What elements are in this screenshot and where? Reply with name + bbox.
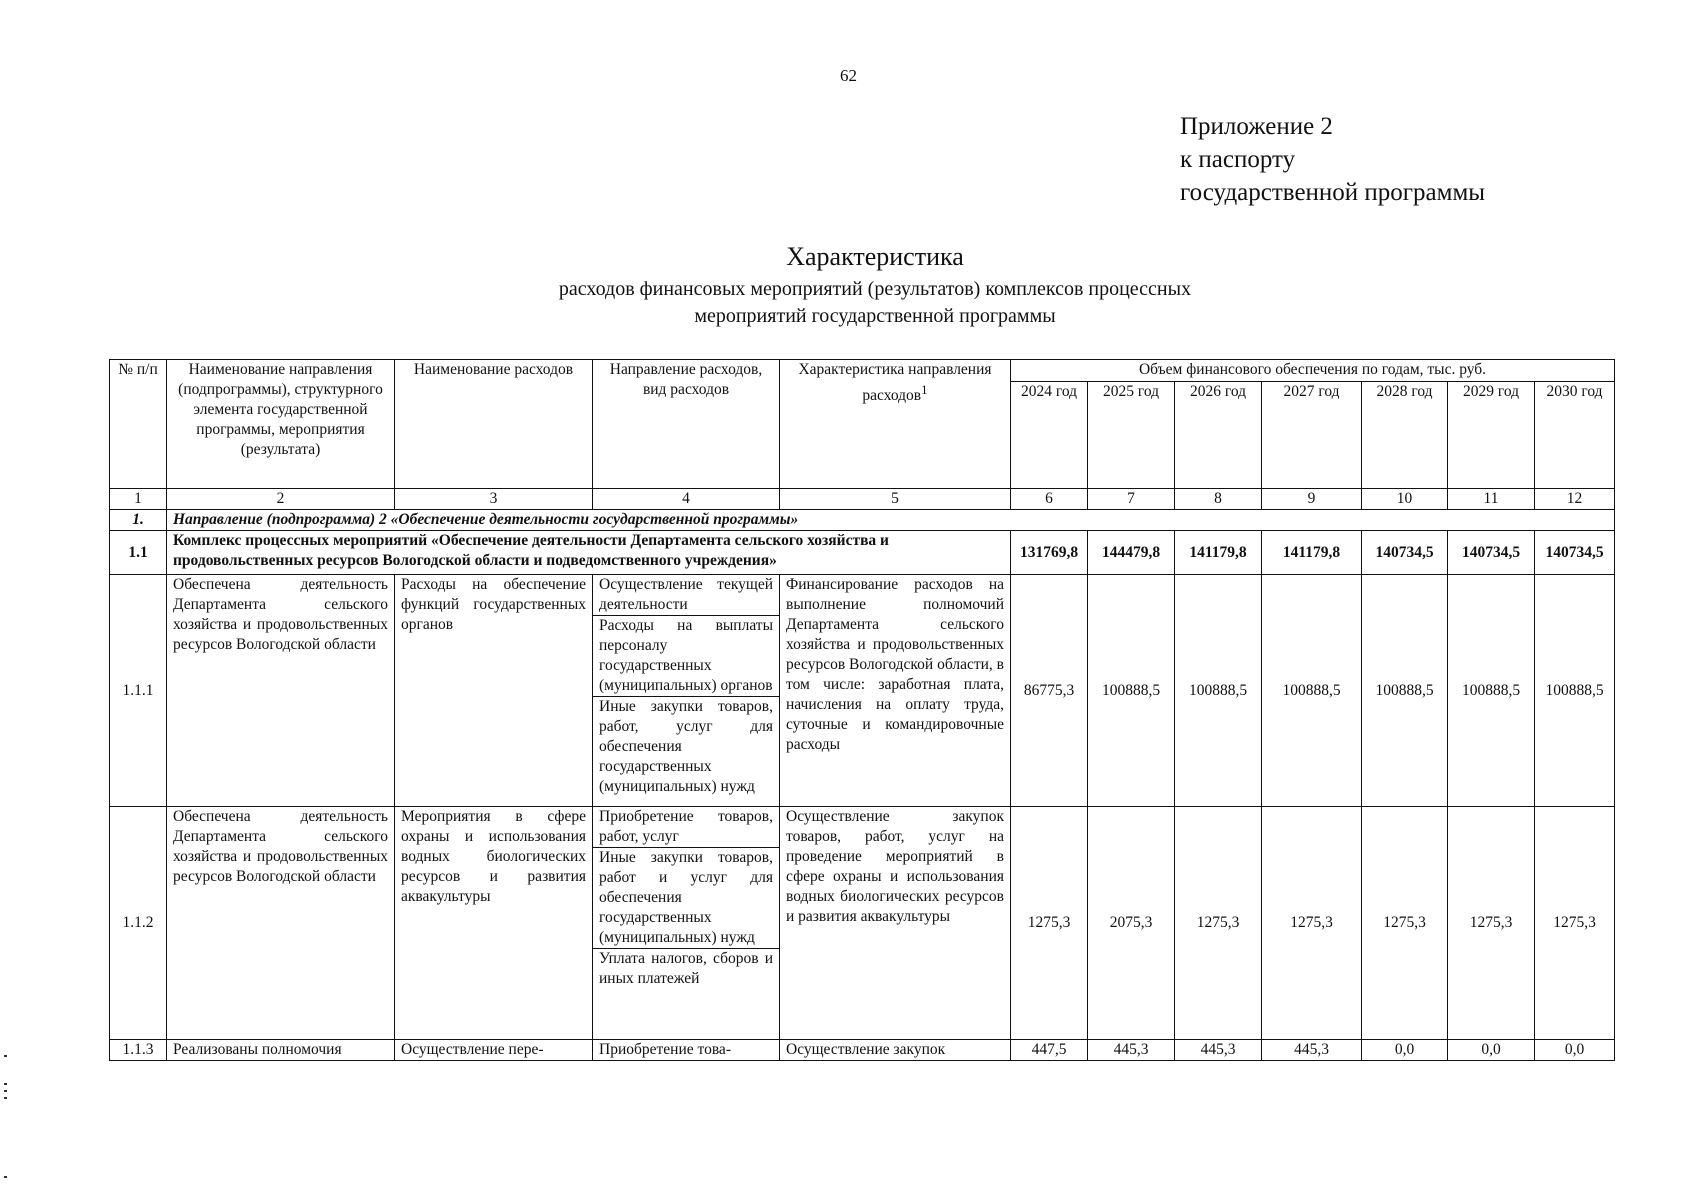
column-number: 3 — [395, 489, 593, 510]
header-characteristic — [780, 360, 1011, 489]
complex-value: 144479,8 — [1088, 531, 1175, 575]
row-value: 2075,3 — [1088, 807, 1175, 1040]
row-characteristic: Осуществление закупок товаров, работ, услуг на проведение мероприятий в сфере охраны и использования водных биологических ресурсов и развития аквакультуры — [780, 807, 1011, 1040]
complex-value: 131769,8 — [1011, 531, 1088, 575]
column-number: 12 — [1535, 489, 1615, 510]
header-expense-name: Наименование расходов — [395, 360, 593, 489]
row-value: 100888,5 — [1175, 575, 1262, 807]
row-value: 100888,5 — [1262, 575, 1362, 807]
margin-mark — [4, 1090, 7, 1092]
row-expense-name: Осуществление пере- — [395, 1040, 593, 1061]
row-result-name: Реализованы полномочия — [167, 1040, 395, 1061]
section-row — [110, 510, 1615, 531]
column-number: 2 — [167, 489, 395, 510]
column-number: 1 — [110, 489, 167, 510]
direction-item: Иные закупки товаров, работ и услуг для обеспечения государственных (муниципальных) нужд — [593, 847, 779, 948]
direction-item: Расходы на выплаты персоналу государственных (муниципальных) органов — [593, 615, 779, 696]
complex-row — [110, 531, 1615, 575]
complex-title: Комплекс процессных мероприятий «Обеспечение деятельности Департамента сельского хозяйства и продовольственных ресурсов Вологодской области и подведомственного учреждения» — [167, 531, 1011, 575]
row-value: 100888,5 — [1362, 575, 1448, 807]
margin-mark — [4, 1176, 7, 1178]
row-value: 445,3 — [1175, 1040, 1262, 1061]
direction-item: Осуществление текущей деятельности — [599, 576, 773, 613]
expenses-table — [109, 359, 1615, 1061]
row-value: 447,5 — [1011, 1040, 1088, 1061]
row-no: 1.1.2 — [110, 807, 167, 1040]
row-value: 1275,3 — [1262, 807, 1362, 1040]
row-expense-name: Расходы на обеспечение функций государственных органов — [395, 575, 593, 807]
section-title: Направление (подпрограмма) 2 «Обеспечение деятельности государственной программы» — [167, 510, 1615, 531]
complex-value: 140734,5 — [1362, 531, 1448, 575]
row-value: 0,0 — [1535, 1040, 1615, 1061]
row-directions — [593, 807, 780, 1040]
direction-item: Иные закупки товаров, работ, услуг для обеспечения государственных (муниципальных) нужд — [593, 696, 779, 797]
column-number: 7 — [1088, 489, 1175, 510]
column-number: 8 — [1175, 489, 1262, 510]
header-year: 2025 год — [1088, 382, 1175, 489]
row-direction: Приобретение това- — [593, 1040, 780, 1061]
row-value: 86775,3 — [1011, 575, 1088, 807]
complex-value: 141179,8 — [1175, 531, 1262, 575]
appendix-line-3: государственной программы — [1180, 179, 1486, 206]
document-title: Характеристика — [786, 242, 964, 271]
complex-no: 1.1 — [110, 531, 167, 575]
row-value: 0,0 — [1448, 1040, 1535, 1061]
appendix-note — [1180, 110, 1485, 209]
column-number: 11 — [1448, 489, 1535, 510]
table-row — [110, 575, 1615, 807]
row-value: 445,3 — [1262, 1040, 1362, 1061]
subtitle-line-1: расходов финансовых мероприятий (результатов) комплексов процессных — [558, 278, 1192, 300]
header-year: 2028 год — [1362, 382, 1448, 489]
row-value: 100888,5 — [1088, 575, 1175, 807]
row-value: 1275,3 — [1448, 807, 1535, 1040]
appendix-line-2: к паспорту — [1180, 146, 1296, 173]
row-characteristic: Осуществление закупок — [780, 1040, 1011, 1061]
column-number: 5 — [780, 489, 1011, 510]
header-no: № п/п — [110, 360, 167, 489]
row-value: 1275,3 — [1175, 807, 1262, 1040]
row-value: 1275,3 — [1011, 807, 1088, 1040]
footnote-mark: 1 — [921, 382, 928, 397]
header-direction: Направление расходов, вид расходов — [593, 360, 780, 489]
row-no: 1.1.1 — [110, 575, 167, 807]
section-no: 1. — [110, 510, 167, 531]
row-value: 1275,3 — [1362, 807, 1448, 1040]
header-year: 2026 год — [1175, 382, 1262, 489]
margin-mark — [4, 1055, 7, 1057]
header-characteristic-text: Характеристика направления расходов — [798, 361, 992, 405]
column-number: 9 — [1262, 489, 1362, 510]
page-number: 62 — [840, 66, 857, 85]
column-number: 6 — [1011, 489, 1088, 510]
complex-value: 140734,5 — [1448, 531, 1535, 575]
column-number: 10 — [1362, 489, 1448, 510]
table-row — [110, 1040, 1615, 1061]
row-value: 0,0 — [1362, 1040, 1448, 1061]
margin-mark — [4, 1097, 7, 1099]
header-year: 2030 год — [1535, 382, 1615, 489]
subtitle-line-2: мероприятий государственной программы — [694, 305, 1056, 327]
row-characteristic: Финансирование расходов на выполнение полномочий Департамента сельского хозяйства и продовольственных ресурсов Вологодской области, в том числе: заработная плата, начисления на оплату труда, суточные и командировочные расходы — [780, 575, 1011, 807]
document-subtitle — [0, 276, 1697, 330]
row-result-name: Обеспечена деятельность Департамента сельского хозяйства и продовольственных ресурсов Вологодской области — [167, 807, 395, 1040]
complex-value: 141179,8 — [1262, 531, 1362, 575]
row-no: 1.1.3 — [110, 1040, 167, 1061]
appendix-line-1: Приложение 2 — [1180, 113, 1333, 140]
direction-item: Уплата налогов, сборов и иных платежей — [593, 948, 779, 989]
complex-value: 140734,5 — [1535, 531, 1615, 575]
header-year: 2027 год — [1262, 382, 1362, 489]
row-directions — [593, 575, 780, 807]
row-expense-name: Мероприятия в сфере охраны и использования водных биологических ресурсов и развития аквакультуры — [395, 807, 593, 1040]
column-number: 4 — [593, 489, 780, 510]
row-value: 100888,5 — [1535, 575, 1615, 807]
column-numbers-row — [110, 489, 1615, 510]
row-result-name: Обеспечена деятельность Департамента сельского хозяйства и продовольственных ресурсов Вологодской области — [167, 575, 395, 807]
direction-item: Приобретение товаров, работ, услуг — [599, 808, 773, 845]
header-row-1 — [110, 360, 1615, 382]
header-name: Наименование направления (подпрограммы), структурного элемента государственной программы, мероприятия (результата) — [167, 360, 395, 489]
header-year: 2024 год — [1011, 382, 1088, 489]
row-value: 100888,5 — [1448, 575, 1535, 807]
margin-mark — [4, 1083, 7, 1085]
row-value: 1275,3 — [1535, 807, 1615, 1040]
header-volume: Объем финансового обеспечения по годам, тыс. руб. — [1011, 360, 1615, 382]
header-year: 2029 год — [1448, 382, 1535, 489]
table-row — [110, 807, 1615, 1040]
row-value: 445,3 — [1088, 1040, 1175, 1061]
